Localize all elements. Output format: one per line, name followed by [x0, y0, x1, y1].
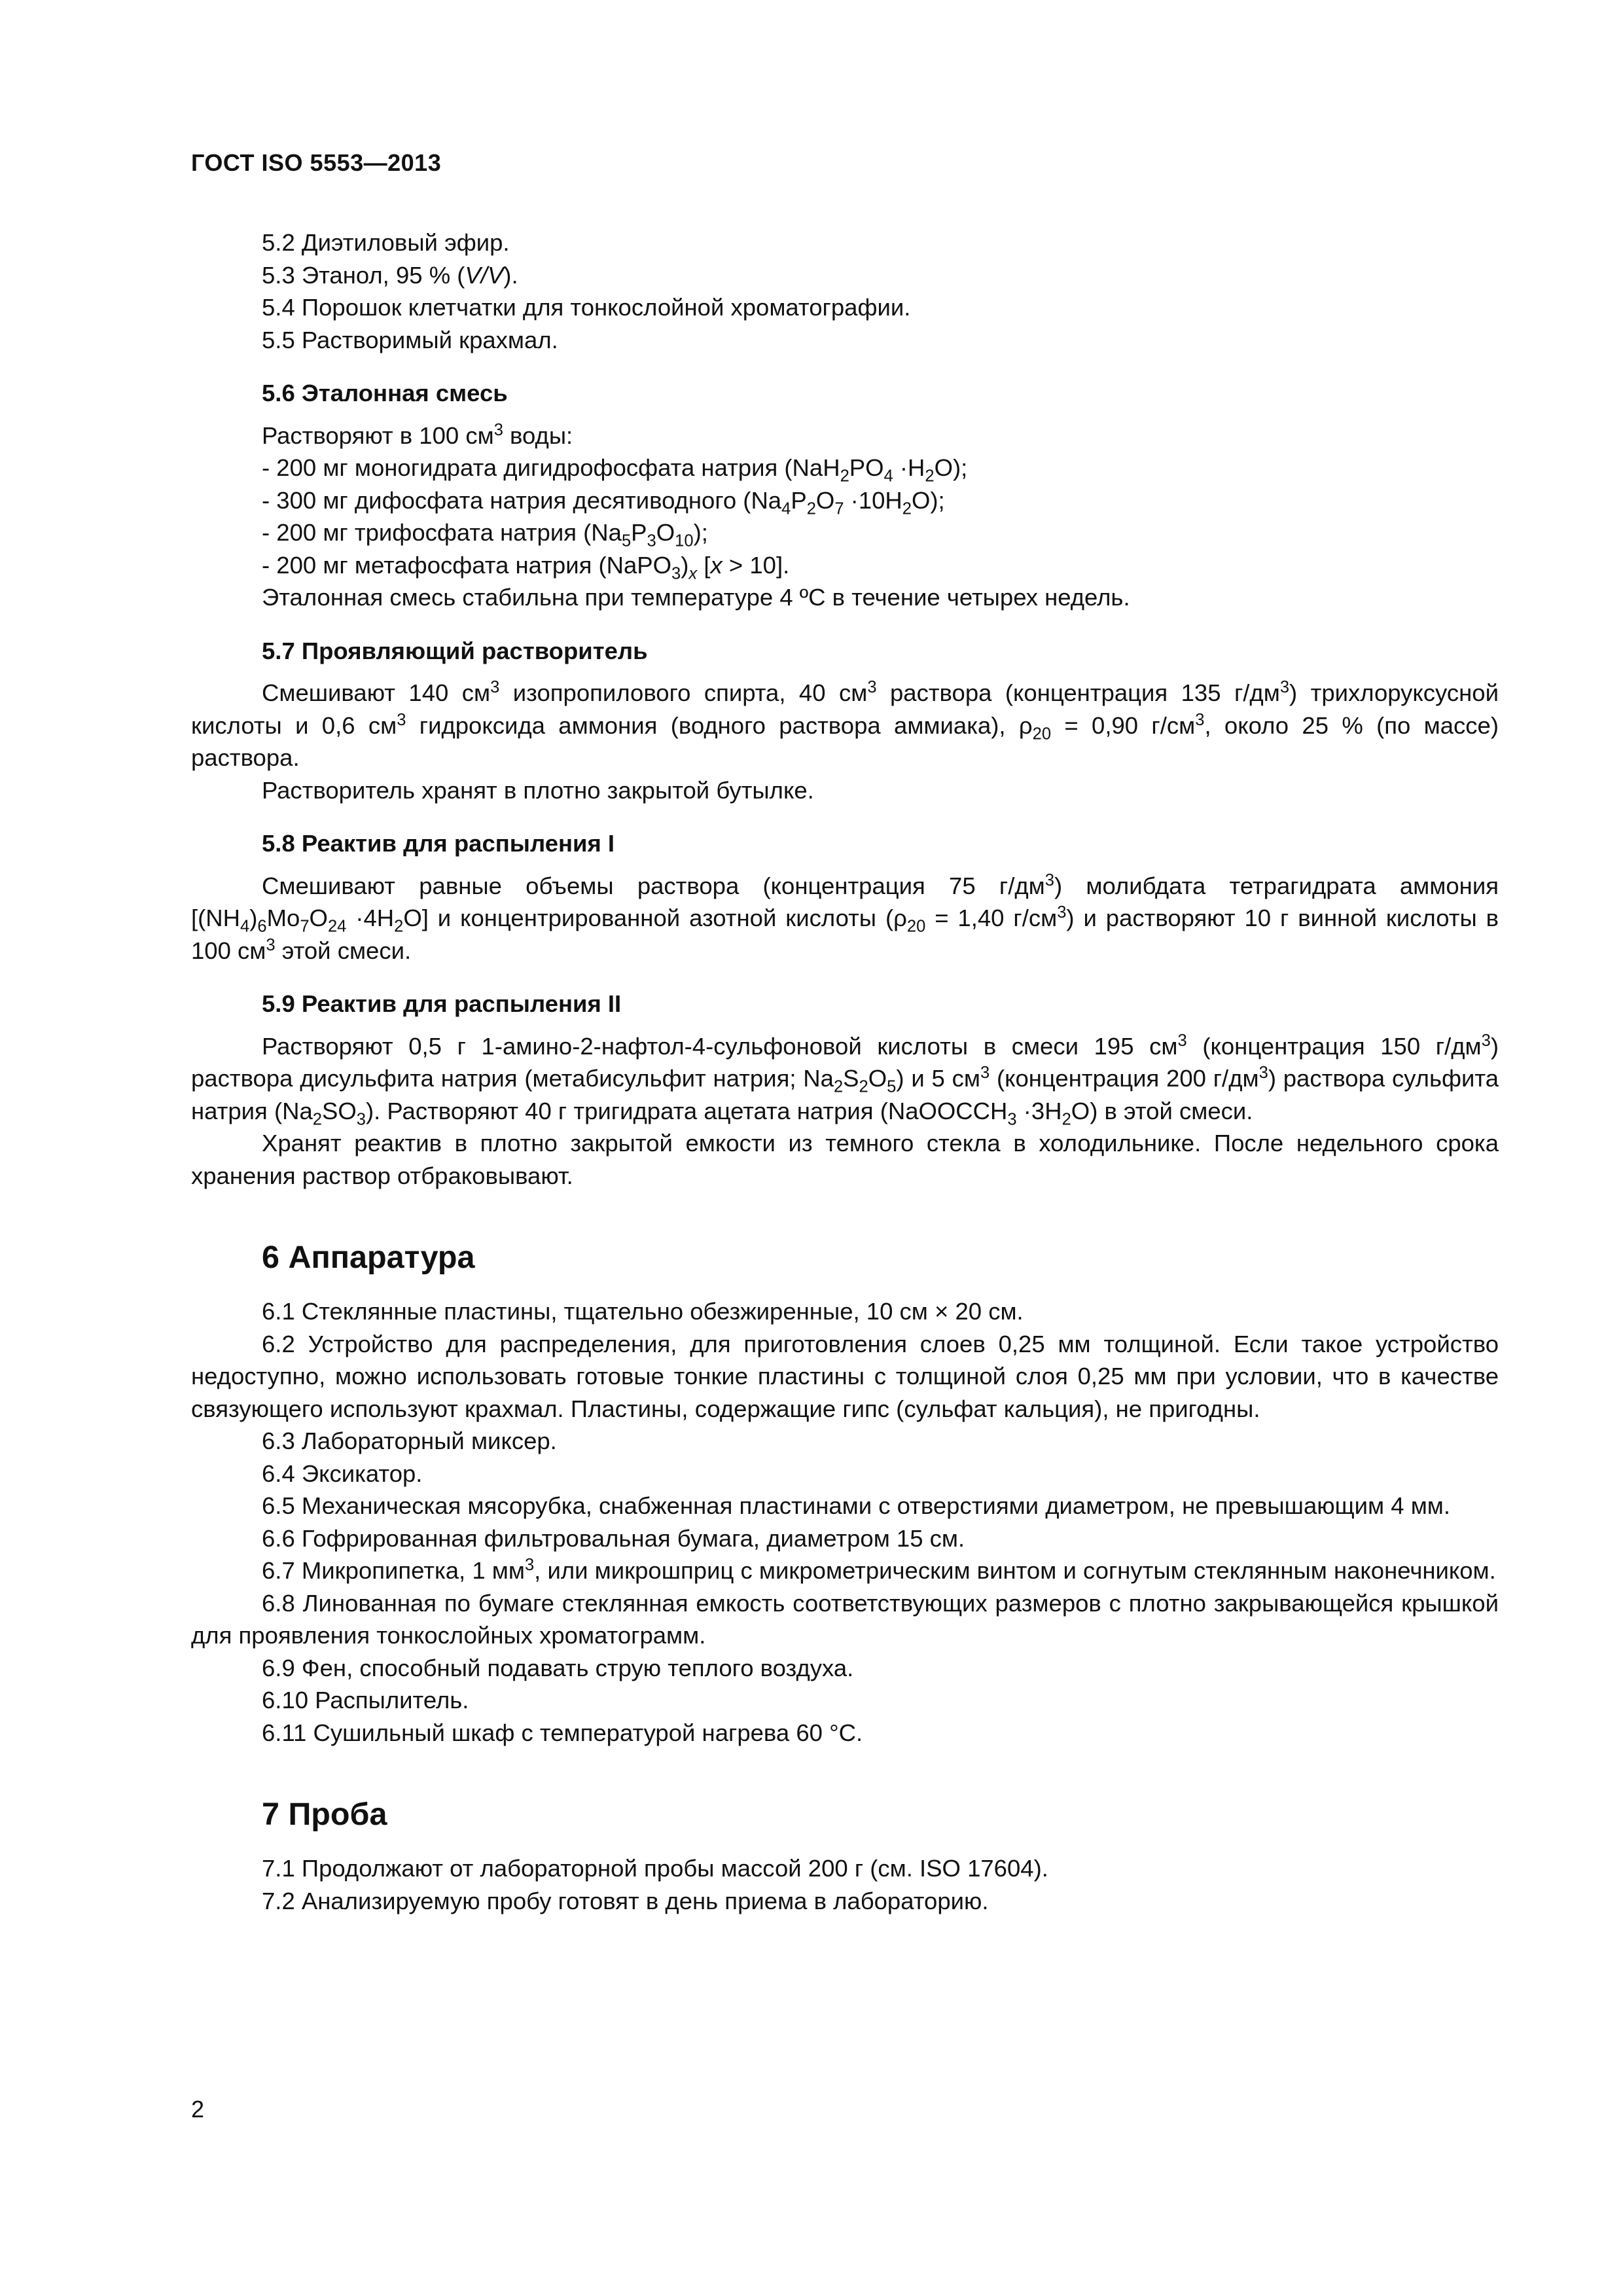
item-5-4: 5.4 Порошок клетчатки для тонкослойной хроматографии. — [262, 294, 911, 321]
s59-storage-note: Хранят реактив в плотно закрытой емкости из темного стекла в холодильнике. После недельного срока хранения раствор отбраковывают. — [191, 1130, 1499, 1189]
item-6-9: 6.9 Фен, способный подавать струю теплого воздуха. — [262, 1654, 854, 1681]
item-6-3: 6.3 Лабораторный миксер. — [262, 1427, 557, 1454]
s57-paragraph: Смешивают 140 $см^3$ изопропилового спирта, 40 $см^3$ раствора (концентрация 135 $г/дм^3$) трихлоруксусной кислоты и 0,6 $см^3$ гидроксида аммония (водного раствора аммиака), $\rho_{20} = 0,90$ $г/см^3$, около 25 % (по массе) раствора. — [191, 677, 1499, 771]
item-5-2: 5.2 Диэтиловый эфир. — [262, 229, 510, 256]
heading-5-9: 5.9 Реактив для распыления II — [262, 990, 622, 1017]
s56-list-item: - 200 мг метафосфата натрия $(NaPO_3)_x$ [x > 10]. — [262, 551, 790, 583]
heading-5-7: 5.7 Проявляющий растворитель — [262, 637, 648, 664]
heading-5-6: 5.6 Эталонная смесь — [262, 380, 508, 406]
item-6-7: 6.7 Микропипетка, 1 $мм^3$, или микрошприц с микрометрическим винтом и согнутым стеклянным наконечником. — [262, 1555, 1496, 1584]
s56-intro: Растворяют в 100 $см^3$ воды: — [262, 420, 573, 449]
s59-paragraph: Растворяют 0,5 г 1-амино-2-нафтол-4-сульфоновой кислоты в смеси 195 $см^3$ (концентрация 150 $г/дм^3$) раствора дисульфита натрия (метабисульфит натрия; $Na_2S_2O_5$) и 5 $см^3$ (концентрация 200 $г/дм^3$) раствора сульфита натрия $(Na_2SO_3)$. Растворяют 40 г тригидрата ацетата натрия (NaOOCCH$_3$ $\cdot 3H_2O$) в этой смеси. — [191, 1031, 1499, 1128]
s56-list-item: - 200 мг трифосфата натрия $(Na_5P_3O_{10})$; — [262, 519, 708, 550]
s56-list-item: - 300 мг дифосфата натрия десятиводного $(Na_4P_2O_7 \cdot 10H_2O)$; — [262, 486, 945, 518]
item-6-2: 6.2 Устройство для распределения, для приготовления слоев 0,25 мм толщиной. Если такое устройство недоступно, можно использовать готовые тонкие пластины с толщиной слоя 0,25 мм при условии, что в качестве связующего используют крахмал. Пластины, содержащие гипс (сульфат кальция), не пригодны. — [191, 1330, 1499, 1422]
item-7-1: 7.1 Продолжают от лабораторной пробы массой 200 г (см. ISO 17604). — [262, 1855, 1048, 1882]
item-6-8: 6.8 Линованная по бумаге стеклянная емкость соответствующих размеров с плотно закрывающейся крышкой для проявления тонкослойных хроматограмм. — [191, 1589, 1499, 1649]
s57-storage-note: Растворитель хранят в плотно закрытой бутылке. — [262, 776, 814, 804]
heading-5-8: 5.8 Реактив для распыления I — [262, 830, 615, 857]
item-6-10: 6.10 Распылитель. — [262, 1687, 469, 1713]
item-6-4: 6.4 Эксикатор. — [262, 1460, 423, 1487]
s58-paragraph: Смешивают равные объемы раствора (концентрация 75 $г/дм^3$) молибдата тетрагидрата аммония $[(NH_4)_6Mo_7O_{24} \cdot 4H_2O]$ и концентрированной азотной кислоты ($\rho_{20} = 1,40$ $г/см^3$) и растворяют 10 г винной кислоты в 100 $см^3$ этой смеси. — [191, 870, 1499, 964]
heading-section-7: 7 Проба — [262, 1797, 387, 1832]
document-body — [191, 226, 1499, 1917]
item-6-6: 6.6 Гофрированная фильтровальная бумага, диаметром 15 см. — [262, 1524, 965, 1552]
item-7-2: 7.2 Анализируемую пробу готовят в день приема в лабораторию. — [262, 1887, 989, 1914]
document-header: ГОСТ ISO 5553—2013 — [191, 149, 442, 176]
item-5-3: 5.3 Этанол, 95 % (V/V). — [262, 261, 518, 289]
item-6-11: 6.11 Сушильный шкаф с температурой нагрева 60 °С. — [262, 1719, 863, 1746]
page-number: 2 — [191, 2096, 205, 2123]
item-5-5: 5.5 Растворимый крахмал. — [262, 326, 558, 353]
item-6-5: 6.5 Механическая мясорубка, снабженная пластинами с отверстиями диаметром, не превышающим 4 мм. — [262, 1492, 1451, 1519]
s56-list-item: - 200 мг моногидрата дигидрофосфата натрия $(NaH_2PO_4 \cdot H_2O)$; — [262, 454, 968, 486]
heading-section-6: 6 Аппаратура — [262, 1240, 475, 1275]
item-6-1: 6.1 Стеклянные пластины, тщательно обезжиренные, 10 см × 20 см. — [262, 1298, 1024, 1325]
s56-note: Эталонная смесь стабильна при температуре 4 ºС в течение четырех недель. — [262, 584, 1130, 611]
